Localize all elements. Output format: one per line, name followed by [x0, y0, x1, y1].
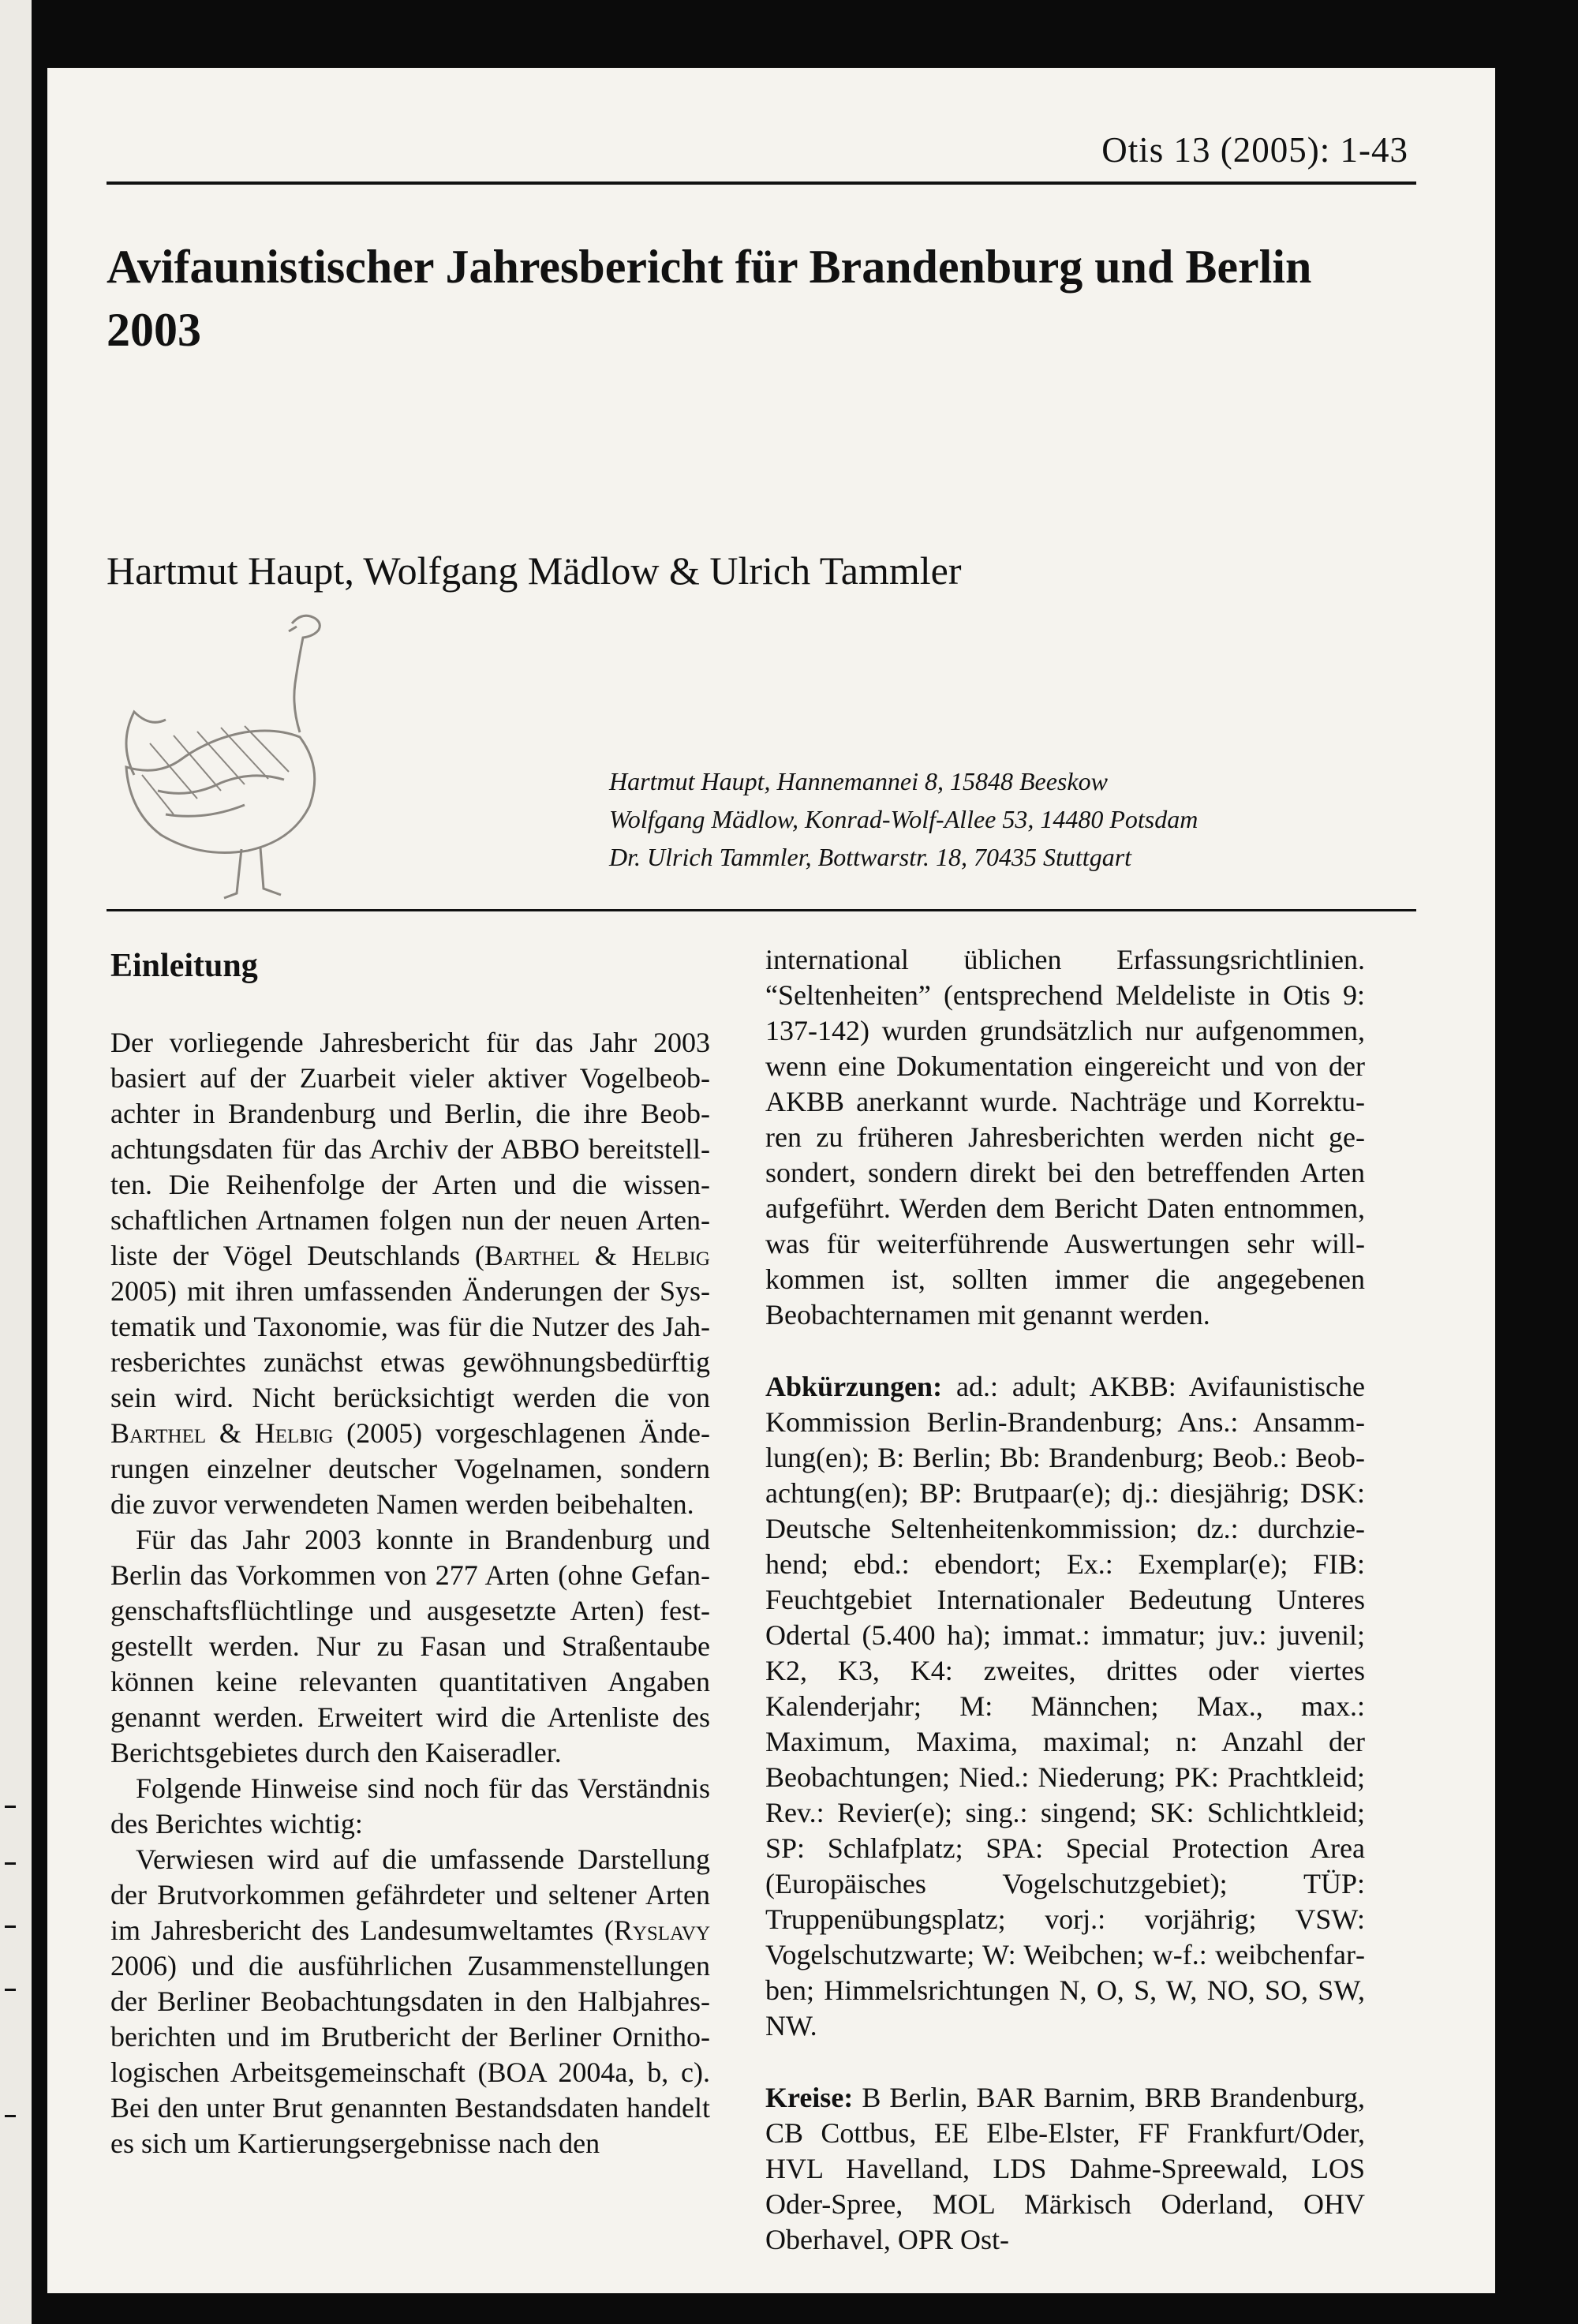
article-title: Avifaunistischer Jahresbericht für Brandenburg und Berlin 2003 — [107, 241, 1312, 356]
intro-paragraph-4: Verwiesen wird auf die umfassende Darstellung der Brutvorkommen gefährdeter und seltener Arten im Jahresbericht des Landesumweltamtes (Ryslavy 2006) und die ausführlichen Zusammenstellungen der Berliner Beobachtungsdaten in den Halbjahresberichten und im Brutbericht der Berliner Ornithologischen Arbeitsgemeinschaft (BOA 2004a, b, c). Bei den unter Brut genannten Bestandsdaten handelt es sich um Kartierungsergebnisse nach den — [110, 1843, 710, 2159]
edge-mark — [5, 1989, 16, 1991]
intro-paragraph-3: Folgende Hinweise sind noch für das Verständnis des Berichtes wichtig: — [110, 1772, 710, 1839]
edge-mark — [5, 1862, 16, 1865]
intro-paragraph-2: Für das Jahr 2003 konnte in Brandenburg und Berlin das Vorkommen von 277 Arten (ohne Gefangenschaftsflüchtlinge und ausgesetzte Arten) festgestellt werden. Nur zu Fasan und Straßentaube können keine relevanten quantitativen Angaben genannt werden. Erweitert wird die Artenliste des Berichtsgebietes durch den Kaiseradler. — [110, 1524, 710, 1768]
paper-page — [47, 68, 1495, 2293]
abbreviations-paragraph: Abkürzungen: ad.: adult; AKBB: Avifaunistische Kommission Berlin-Brandenburg; Ans.: Ansammlung(en); B: Berlin; Bb: Brandenburg; Beob.: Beobachtung(en); BP: Brutpaar(e); dj.: diesjährig; DSK: Deutsche Seltenheitenkommission; dz.: durchziehend; ebd.: ebendort; Ex.: Exemplar(e); FIB: Feuchtgebiet Internationaler Bedeutung Unteres Odertal (5.400 ha); immat.: immatur; juv.: juvenil; K2, K3, K4: zweites, drittes oder viertes Kalenderjahr; M: Männchen; Max., max.: Maximum, Maxima, maximal; n: Anzahl der Beobachtungen; Nied.: Niederung; PK: Prachtkleid; Rev.: Revier(e); sing.: singend; SK: Schlichtkleid; SP: Schlafplatz; SPA: Special Protection Area (Europäisches Vogelschutzgebiet); TÜP: Truppenübungsplatz; vorj.: vorjährig; VSW: Vogelschutzwarte; W: Weibchen; w-f.: weibchenfarben; Himmelsrichtungen N, O, S, W, NO, SO, SW, NW. — [765, 1371, 1365, 2041]
right-column — [765, 942, 1365, 2258]
left-column — [110, 942, 710, 2161]
header-rule — [107, 182, 1416, 185]
author-addresses — [609, 762, 1398, 876]
edge-mark — [5, 1925, 16, 1928]
bustard-bird-icon — [103, 538, 371, 917]
author-line: Hartmut Haupt, Wolfgang Mädlow & Ulrich Tammler — [107, 548, 962, 593]
running-head: Otis 13 (2005): 1-43 — [1101, 130, 1408, 170]
section-heading-einleitung: Einleitung — [110, 948, 258, 984]
intro-paragraph-continued: international üblichen Erfassungsrichtlinien. “Seltenheiten” (entsprechend Meldeliste in Otis 9: 137-142) wurden grundsätzlich nur aufgenommen, wenn eine Dokumentation eingereicht und von der AKBB anerkannt wurde. Nachträge und Korrekturen zu früheren Jahresberichten werden nicht gesondert, sondern direkt bei den betreffenden Arten aufgeführt. Werden dem Bericht Daten entnommen, was für weiterführende Auswertungen sehr willkommen ist, sollten immer die angegebenen Beobachternamen mit genannt werden. — [765, 944, 1365, 1330]
edge-mark — [5, 2115, 16, 2117]
scan-left-edge — [0, 0, 32, 2324]
intro-paragraph-1: Der vorliegende Jahresbericht für das Jahr 2003 basiert auf der Zuarbeit vieler aktiver Vogelbeobachter in Brandenburg und Berlin, die ihre Beobachtungsdaten für das Archiv der ABBO bereitstellten. Die Reihenfolge der Arten und die wissenschaftlichen Artnamen folgen nun der neuen Artenliste der Vögel Deutschlands (Barthel & Helbig 2005) mit ihren umfassenden Änderungen der Systematik und Taxonomie, was für die Nutzer des Jahresberichtes zunächst etwas gewöhnungsbedürftig sein wird. Nicht berücksichtigt werden die von Barthel & Helbig (2005) vorgeschlagenen Änderungen einzelner deutscher Vogelnamen, sondern die zuvor verwendeten Namen werden beibehalten. — [110, 1027, 710, 1520]
address-maedlow: Wolfgang Mädlow, Konrad-Wolf-Allee 53, 14480 Potsdam — [609, 805, 1198, 833]
districts-paragraph: Kreise: B Berlin, BAR Barnim, BRB Brandenburg, CB Cottbus, EE Elbe-Elster, FF Frankfurt/Oder, HVL Havelland, LDS Dahme-Spreewald, LOS Oder-Spree, MOL Märkisch Oderland, OHV Oberhavel, OPR Ost- — [765, 2082, 1365, 2255]
address-haupt: Hartmut Haupt, Hannemannei 8, 15848 Beeskow — [609, 767, 1108, 795]
edge-mark — [5, 1806, 16, 1808]
section-rule — [107, 909, 1416, 911]
abbreviations-label: Abkürzungen: — [765, 1371, 943, 1402]
districts-label: Kreise: — [765, 2082, 854, 2113]
address-tammler: Dr. Ulrich Tammler, Bottwarstr. 18, 70435 Stuttgart — [609, 843, 1132, 871]
